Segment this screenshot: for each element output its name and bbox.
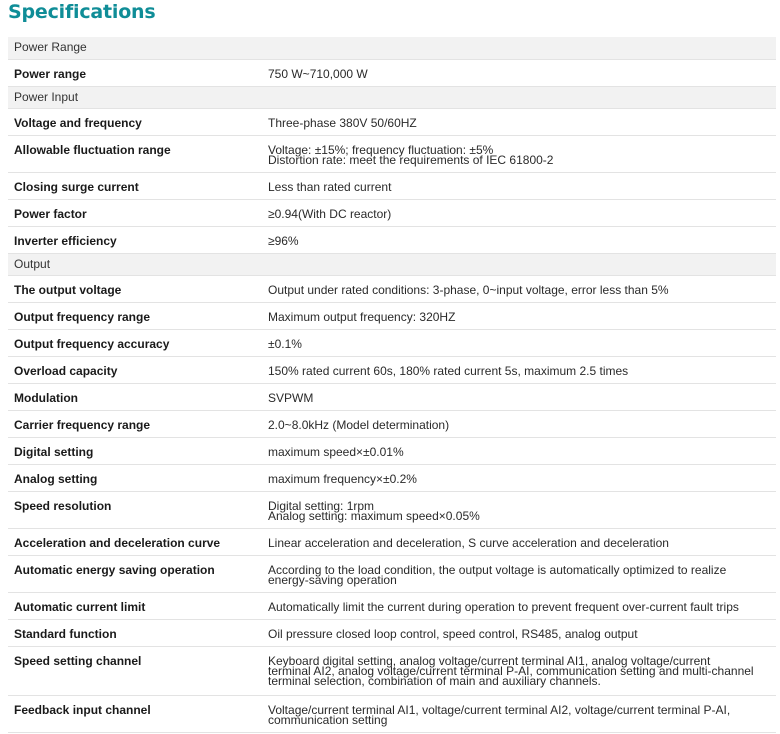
- spec-value-line: terminal AI2, analog voltage/current terminal P-AI, communication setting and multi-channel: [268, 663, 754, 678]
- spec-value: [262, 383, 776, 410]
- spec-label: Overload capacity: [8, 356, 262, 383]
- spec-value: [262, 555, 776, 592]
- spec-value-line: Keyboard digital setting, analog voltage/current terminal AI1, analog voltage/current: [268, 653, 711, 668]
- spec-value-line: 150% rated current 60s, 180% rated current 5s, maximum 2.5 times: [268, 363, 629, 378]
- section-header: [8, 37, 776, 59]
- spec-label: Output frequency range: [8, 302, 262, 329]
- spec-label: Closing surge current: [8, 172, 262, 199]
- section-label: Power Input: [8, 86, 776, 108]
- spec-value-line: terminal selection, combination of main and auxiliary channels.: [268, 673, 601, 688]
- spec-value-line: Digital setting: 1rpm: [268, 498, 375, 513]
- spec-value-line: Maximum output frequency: 320HZ: [268, 309, 456, 324]
- spec-row: [8, 619, 776, 646]
- spec-row: [8, 226, 776, 253]
- spec-label: Feedback input channel: [8, 695, 262, 732]
- spec-row: [8, 329, 776, 356]
- spec-value-line: 2.0~8.0kHz (Model determination): [268, 417, 450, 432]
- spec-label: Allowable fluctuation range: [8, 135, 262, 172]
- spec-value: [262, 592, 776, 619]
- spec-value-line: Automatically limit the current during operation to prevent frequent over-current fault trips: [268, 599, 739, 614]
- specifications-table: [8, 37, 776, 733]
- spec-label: Speed setting channel: [8, 646, 262, 695]
- spec-label: Analog setting: [8, 464, 262, 491]
- spec-value-line: maximum frequency×±0.2%: [268, 471, 417, 486]
- page-title: Specifications: [8, 1, 156, 23]
- spec-row: [8, 464, 776, 491]
- section-label: Output: [8, 253, 776, 275]
- spec-value-line: According to the load condition, the output voltage is automatically optimized to realize: [268, 562, 727, 577]
- spec-row: [8, 646, 776, 695]
- spec-label: Output frequency accuracy: [8, 329, 262, 356]
- spec-value-line: Distortion rate: meet the requirements of IEC 61800-2: [268, 152, 554, 167]
- spec-value-line: Output under rated conditions: 3-phase, 0~input voltage, error less than 5%: [268, 282, 669, 297]
- spec-value: [262, 528, 776, 555]
- spec-label: Digital setting: [8, 437, 262, 464]
- spec-label: Power range: [8, 59, 262, 86]
- spec-value-line: Linear acceleration and deceleration, S curve acceleration and deceleration: [268, 535, 669, 550]
- spec-value: [262, 695, 776, 732]
- spec-value: [262, 410, 776, 437]
- spec-row: [8, 356, 776, 383]
- spec-value: [262, 619, 776, 646]
- specifications-table-body: [8, 37, 776, 732]
- spec-row: [8, 491, 776, 528]
- spec-row: [8, 592, 776, 619]
- spec-value: [262, 108, 776, 135]
- spec-value: [262, 199, 776, 226]
- spec-value-line: ±0.1%: [268, 336, 302, 351]
- section-label: Power Range: [8, 37, 776, 59]
- spec-value-line: ≥0.94(With DC reactor): [268, 206, 392, 221]
- spec-row: [8, 59, 776, 86]
- spec-label: Acceleration and deceleration curve: [8, 528, 262, 555]
- spec-value: [262, 464, 776, 491]
- spec-value: [262, 491, 776, 528]
- spec-label: Carrier frequency range: [8, 410, 262, 437]
- spec-row: [8, 172, 776, 199]
- spec-value: [262, 172, 776, 199]
- spec-value-line: ≥96%: [268, 233, 299, 248]
- spec-row: [8, 383, 776, 410]
- spec-value: [262, 226, 776, 253]
- spec-value: [262, 135, 776, 172]
- spec-value: [262, 329, 776, 356]
- section-header: [8, 253, 776, 275]
- spec-row: [8, 437, 776, 464]
- spec-row: [8, 199, 776, 226]
- spec-value-line: Three-phase 380V 50/60HZ: [268, 115, 417, 130]
- spec-row: [8, 695, 776, 732]
- spec-value-line: maximum speed×±0.01%: [268, 444, 404, 459]
- spec-label: Modulation: [8, 383, 262, 410]
- spec-value: [262, 59, 776, 86]
- spec-label: Automatic current limit: [8, 592, 262, 619]
- spec-value: [262, 302, 776, 329]
- spec-value-line: communication setting: [268, 712, 388, 727]
- spec-row: [8, 108, 776, 135]
- spec-row: [8, 302, 776, 329]
- spec-value-line: Analog setting: maximum speed×0.05%: [268, 508, 480, 523]
- spec-value-line: Oil pressure closed loop control, speed control, RS485, analog output: [268, 626, 638, 641]
- spec-label: Power factor: [8, 199, 262, 226]
- spec-row: [8, 528, 776, 555]
- spec-row: [8, 410, 776, 437]
- spec-label: Automatic energy saving operation: [8, 555, 262, 592]
- spec-label: Speed resolution: [8, 491, 262, 528]
- spec-value-line: energy-saving operation: [268, 572, 397, 587]
- spec-value-line: Less than rated current: [268, 179, 392, 194]
- spec-label: Voltage and frequency: [8, 108, 262, 135]
- spec-row: [8, 275, 776, 302]
- spec-value: [262, 646, 776, 695]
- spec-value-line: 750 W~710,000 W: [268, 66, 368, 81]
- spec-value-line: SVPWM: [268, 390, 314, 405]
- spec-label: Standard function: [8, 619, 262, 646]
- spec-value: [262, 356, 776, 383]
- spec-row: [8, 135, 776, 172]
- spec-label: Inverter efficiency: [8, 226, 262, 253]
- spec-value-line: Voltage/current terminal AI1, voltage/current terminal AI2, voltage/current terminal P-AI,: [268, 702, 731, 717]
- spec-value: [262, 437, 776, 464]
- spec-label: The output voltage: [8, 275, 262, 302]
- spec-value: [262, 275, 776, 302]
- spec-row: [8, 555, 776, 592]
- section-header: [8, 86, 776, 108]
- spec-value-line: Voltage: ±15%; frequency fluctuation: ±5%: [268, 142, 494, 157]
